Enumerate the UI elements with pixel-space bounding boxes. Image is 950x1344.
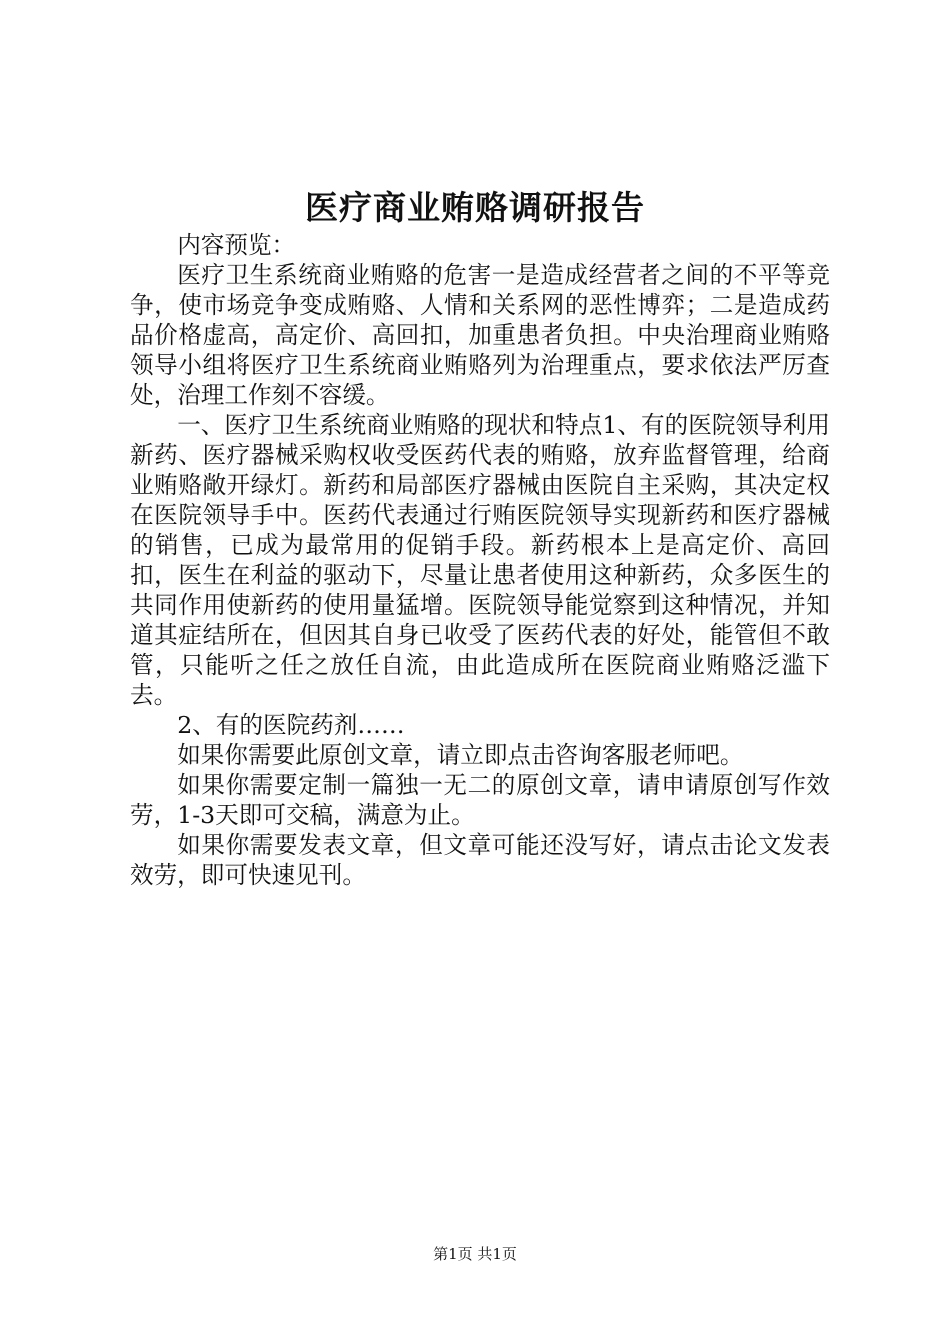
paragraph-publish-link[interactable]: 如果你需要发表文章，但文章可能还没写好，请点击论文发表效劳，即可快速见刊。: [130, 831, 830, 889]
preview-label: 内容预览：: [177, 231, 296, 259]
paragraph-status: 一、医疗卫生系统商业贿赂的现状和特点1、有的医院领导利用新药、医疗器械采购权收受医药代表的贿赂，放弃监督管理，给商业贿赂敞开绿灯。新药和局部医疗器械由医院自主采购，其决定权在医院领导手中。医药代表通过行贿医院领导实现新药和医疗器械的销售，已成为最常用的促销手段。新药根本上是高定价、高回扣，医生在利益的驱动下，尽量让患者使用这种新药，众多医生的共同作用使新药的使用量猛增。医院领导能觉察到这种情况，并知道其症结所在，但因其自身已收受了医药代表的好处，能管但不敢管，只能听之任之放任自流，由此造成所在医院商业贿赂泛滥下去。: [130, 411, 830, 709]
document-body: [130, 230, 830, 890]
page-footer: 第1页 共1页: [433, 1245, 517, 1263]
document-title: 医疗商业贿赂调研报告: [305, 188, 645, 227]
paragraph-consult-link[interactable]: 如果你需要此原创文章，请立即点击咨询客服老师吧。: [177, 741, 744, 769]
paragraph-harm: 医疗卫生系统商业贿赂的危害一是造成经营者之间的不平等竞争，使市场竞争变成贿赂、人情和关系网的恶性博弈；二是造成药品价格虚高，高定价、高回扣，加重患者负担。中央治理商业贿赂领导小组将医疗卫生系统商业贿赂列为治理重点，要求依法严厉查处，治理工作刻不容缓。: [130, 261, 830, 409]
paragraph-custom-writing-link[interactable]: 如果你需要定制一篇独一无二的原创文章，请申请原创写作效劳，1-3天即可交稿，满意为止。: [130, 771, 830, 829]
paragraph-truncated: 2、有的医院药剂……: [177, 711, 405, 739]
